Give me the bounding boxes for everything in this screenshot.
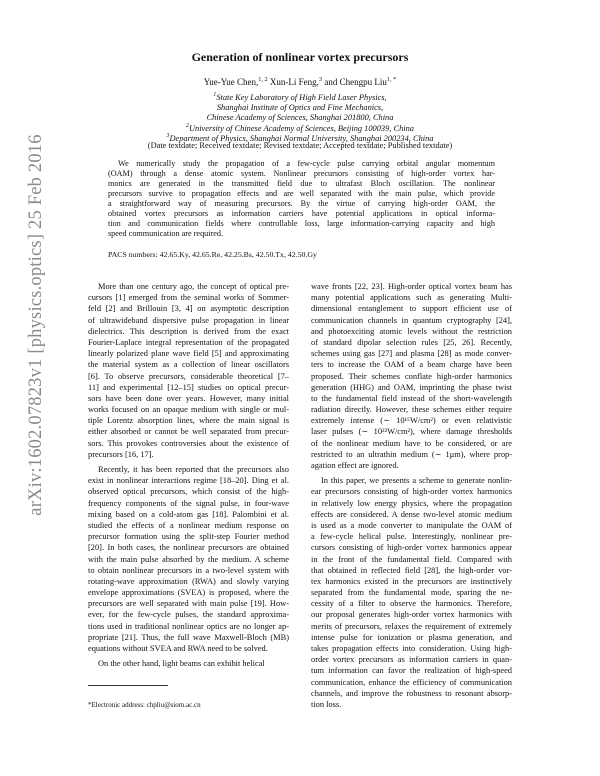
- text-line: either absorbed or cannot be well separated from precur-: [88, 427, 289, 437]
- pacs-numbers: PACS numbers: 42.65.Ky, 42.65.Re, 42.25.Bs, 42.50.Tx, 42.50.Gy: [108, 250, 317, 259]
- text-line: with the main pulse absorbed by the medium. A scheme: [88, 554, 289, 564]
- affiliation-mark: 3: [166, 133, 170, 140]
- text-line: communication channels in quantum cryptography [24],: [311, 315, 512, 325]
- text-line: restricted to an ultrathin medium (∼ 1μm), where prop-: [311, 449, 512, 459]
- text-line: order vortex precursors as information carriers in quan-: [311, 655, 512, 665]
- author-list: [0, 76, 600, 88]
- text-line: to the fundamental field instead of the short-wavelength: [311, 393, 512, 403]
- text-line: studied the effects of a nonlinear medium response on: [88, 520, 289, 530]
- text-line: intense pulse for ionization or plasma generation, and: [311, 632, 512, 642]
- text-line: mixing based on a cold-atom gas [18]. Palombini et al.: [88, 509, 289, 519]
- author-affiliation-mark: 1, *: [386, 76, 397, 83]
- text-line: speed communication are required.: [108, 229, 224, 238]
- text-line: our proposal generates high-order vortex harmonics with: [311, 610, 512, 620]
- text-line: propriate [21]. Thus, the full wave Maxwell-Bloch (MB): [88, 632, 289, 642]
- text-line: sors. This provokes controversies about the existence of: [88, 438, 289, 448]
- text-line: of standard dipolar selection rules [25, 26]. Recently,: [311, 337, 512, 347]
- text-line: is used as a mode converter to manipulate the OAM of: [311, 520, 512, 530]
- text-line: obtained vortex precursors as information carriers have potential applications in optical informa-: [108, 209, 495, 218]
- affiliation: [0, 113, 600, 123]
- text-line: precursors [16, 17].: [88, 449, 154, 459]
- text-line: a straightforward way of measuring precursors. By the virtue of carrying high-order OAM, the: [108, 199, 495, 208]
- text-line: linearly polarized plane wave field [5] and approximating: [88, 349, 289, 359]
- text-line: sors have been done over years. However, many initial: [88, 393, 289, 403]
- author-name: and Chengpu Liu: [324, 77, 387, 87]
- text-line: that obtained in reflected field [28], the high-order vor-: [311, 565, 512, 575]
- text-line: of the nonlinear medium have to be considered, or are: [311, 438, 512, 448]
- text-line: dimensional entanglement to support efficient use of: [311, 304, 512, 314]
- text-line: ear precursors consisting of high-order vortex harmonics: [311, 487, 512, 497]
- footnote-email: *Electronic address: chpliu@siom.ac.cn: [88, 701, 201, 709]
- text-line: tions used in traditional nonlinear optics are no longer ap-: [88, 621, 289, 631]
- affiliation: [0, 124, 600, 134]
- affiliation: [0, 93, 600, 103]
- text-line: precursor formation using the split-step Fourier method: [88, 532, 289, 542]
- text-line: a few-cycle helical pulse. Interestingly, nonlinear pre-: [311, 532, 512, 542]
- paragraph: [311, 475, 512, 710]
- affiliation-text: Chinese Academy of Sciences, Shanghai 201800, China: [206, 113, 394, 123]
- text-line: ters to increase the OAM of a beam charge have been: [311, 360, 512, 370]
- text-line: exist in nonlinear interactions regime [18–20]. Ding et al.: [88, 476, 289, 486]
- text-line: schemes using gas [27] and plasma [28] as mode conver-: [311, 349, 512, 359]
- text-line: cursors [1] emerged from the seminal works of Sommer-: [88, 293, 289, 303]
- author-affiliation-mark: 3: [318, 76, 323, 83]
- affiliation-text: Shanghai Institute of Optics and Fine Mechanics,: [216, 103, 384, 113]
- paragraph: [88, 281, 289, 460]
- paragraph: [311, 281, 512, 471]
- text-line: wave fronts [22, 23]. High-order optical vortex beam has: [311, 282, 512, 291]
- text-line: cursors consisting of high-order vortex harmonics appear: [311, 543, 512, 553]
- text-line: laser pulses (∼ 10²²W/cm²), where damage thresholds: [311, 427, 512, 437]
- text-line: of ultrawideband dispersive pulse propagation in linear: [88, 315, 289, 325]
- text-line: envelope approximations (SVEA) is proposed, where the: [88, 588, 289, 598]
- text-line: tiple Lorentz absorption lines, where the main signal is: [88, 416, 289, 426]
- text-line: extremely intense (∼ 10¹⁵W/cm²) or even relativistic: [311, 416, 512, 426]
- text-line: proposed. Their schemes conflate high-order harmonics: [311, 371, 512, 381]
- text-line: radiation directly. However, these schemes either require: [311, 405, 512, 415]
- text-line: generation (HHG) and OAM, imprinting the phase twist: [311, 382, 512, 392]
- text-line: in relatively low energy physics, where the propagation: [311, 498, 512, 508]
- text-line: [6]. To observe precursors, considerable theoretical [7–: [88, 371, 289, 381]
- abstract: [108, 159, 495, 239]
- text-line: We numerically study the propagation of a few-cycle pulse carrying orbital angular momentum: [118, 159, 495, 168]
- affiliation: [0, 103, 600, 113]
- author-name: Xun-Li Feng,: [269, 77, 319, 87]
- text-line: Recently, it has been reported that the precursors also: [98, 465, 289, 474]
- text-line: cessity of a filter to observe the harmonics. Therefore,: [311, 599, 512, 609]
- text-line: tex harmonics existed in the precursors are instinctively: [311, 576, 512, 586]
- author-name: Yue-Yue Chen,: [203, 77, 259, 87]
- text-line: separated from the fundamental mode, sparing the ne-: [311, 588, 512, 598]
- arxiv-identifier: arXiv:1602.07823v1 [physics.optics] 25 Feb 2016: [26, 134, 46, 516]
- text-line: observed optical precursors, which consist of the high-: [88, 487, 289, 497]
- text-line: ever, for the few-cycle pulses, the standard approxima-: [88, 610, 289, 620]
- text-line: tum information can favor the realization of high-speed: [311, 666, 512, 676]
- text-line: More than one century ago, the concept of optical pre-: [98, 282, 289, 291]
- affiliation-text: Department of Physics, Shanghai Normal University, Shanghai 200234, China: [169, 133, 434, 143]
- affiliation-text: University of Chinese Academy of Sciences, Beijing 100039, China: [188, 123, 414, 133]
- text-line: precursors survive to propagation effects and are well separated with the main pulse, which provide: [108, 189, 495, 198]
- text-line: the material system as a collection of linear oscillators: [88, 360, 289, 370]
- text-line: (OAM) through a dense atomic system. Nonlinear precursors consisting of high-order vortex har-: [108, 169, 495, 178]
- footnote-divider: [88, 685, 168, 686]
- paper-title: Generation of nonlinear vortex precursors: [191, 50, 409, 64]
- author: [204, 77, 268, 87]
- paragraph: [88, 658, 289, 669]
- text-line: precursors are well separated with main pulse [19]. How-: [88, 599, 289, 609]
- right-column: [311, 281, 512, 710]
- text-line: Fourier-Laplace integral representation of the propagated: [88, 337, 289, 347]
- author: [324, 77, 396, 87]
- text-line: equations without SVEA and RWA need to be solved.: [88, 644, 268, 653]
- text-line: merits of precursors, relaxes the requirement of extremely: [311, 621, 512, 631]
- text-line: takes propagation effects into consideration. Using high-: [311, 644, 512, 653]
- text-line: frequency components of the signal pulse, in four-wave: [88, 498, 289, 508]
- text-line: 11] and experimental [12–15] studies on optical precur-: [88, 382, 289, 392]
- text-line: communication, enhance the efficiency of communication: [311, 677, 512, 687]
- author-affiliation-mark: 1, 2: [258, 76, 268, 83]
- text-line: [20]. In both cases, the nonlinear precursors are obtained: [88, 543, 289, 553]
- text-line: agation effect are ignored.: [311, 461, 399, 470]
- text-line: many potential applications such as generating Multi-: [311, 293, 512, 303]
- paragraph: [88, 464, 289, 654]
- text-line: On the other hand, light beams can exhibit helical: [98, 659, 265, 669]
- text-line: rotating-wave approximation (RWA) and slowly varying: [88, 576, 289, 586]
- text-line: channels, and improve the robustness to resonant absorp-: [311, 688, 512, 698]
- affiliation-text: State Key Laboratory of High Field Laser Physics,: [216, 93, 387, 102]
- text-line: tion and communication fields where controllable loss, large information-carrying capacity and high: [108, 219, 495, 228]
- affiliations: [0, 93, 600, 144]
- affiliation-mark: 1: [213, 92, 217, 99]
- text-line: in the front of the fundamental field. Compared with: [311, 554, 512, 564]
- text-line: In this paper, we presents a scheme to generate nonlin-: [321, 476, 512, 486]
- date-line: (Date textdate; Received textdate; Revised textdate; Accepted textdate; Published textdate): [147, 141, 453, 150]
- text-line: tion loss.: [311, 699, 342, 709]
- text-line: and photoexciting atomic levels without the restriction: [311, 326, 512, 336]
- text-line: feld [2] and Brillouin [3, 4] on asymptotic description: [88, 304, 289, 314]
- text-line: effects are considered. A dense two-level atomic medium: [311, 509, 512, 519]
- text-line: dielectrics. This description is derived from the exact: [88, 326, 289, 336]
- text-line: to obtain nonlinear precursors in a two-level system with: [88, 565, 289, 575]
- text-line: works focused on an opaque medium with single or mul-: [88, 405, 289, 415]
- left-column: [88, 281, 289, 669]
- author: [270, 77, 322, 87]
- text-line: monics are generated in the transmitted field due to ultrafast Bloch oscillation. The nonlinear: [108, 179, 495, 188]
- affiliation-mark: 2: [186, 122, 189, 129]
